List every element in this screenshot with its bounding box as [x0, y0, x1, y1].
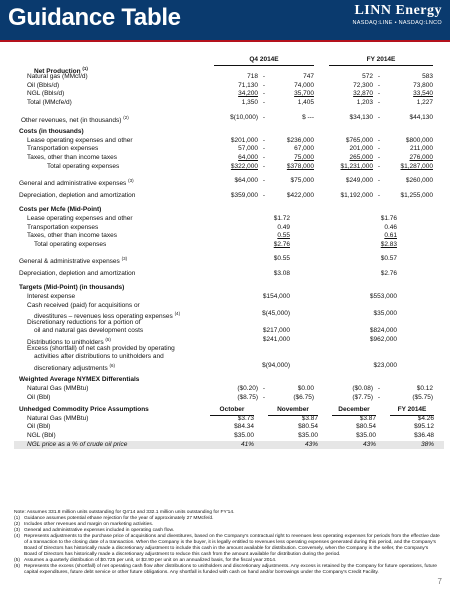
- footnote-text: Assumes a quarterly distribution of $0.725 per unit, or $2.90 per unit on an annualized basis, for the fiscal year 2014.: [24, 558, 277, 563]
- fy-low-value: 72,300: [353, 81, 373, 89]
- table-row: [14, 215, 444, 224]
- fy-low-value: $1,231,000: [340, 162, 373, 170]
- price-value: $80.54: [356, 423, 376, 431]
- row-label: Oil (Bbls/d): [27, 81, 60, 89]
- price-value: $35.00: [356, 431, 376, 439]
- fy-column-header: FY 2014E: [329, 56, 433, 66]
- table-row: [14, 73, 444, 82]
- table-row: [14, 154, 444, 163]
- q4-value: $2.76: [273, 240, 290, 248]
- costs-heading: Costs (in thousands): [19, 128, 84, 136]
- row-label: Taxes, other than income taxes: [27, 232, 117, 240]
- fy-low-value: 32,870: [353, 90, 373, 98]
- ga-per-mcfe-row: General & administrative expenses $^{(3)}$ $0.55 $0.57: [19, 255, 397, 266]
- range-dash: -: [262, 393, 266, 401]
- company-logo: [346, 3, 442, 37]
- price-value: $95.12: [414, 423, 434, 431]
- q4-low-value: 64,000: [238, 153, 258, 161]
- range-dash: -: [262, 136, 266, 144]
- cash-acquisitions-row-1: Cash received (paid) for acquisitions or: [27, 301, 140, 309]
- price-value: $35.00: [234, 431, 254, 439]
- range-dash: -: [377, 136, 381, 144]
- fy-value: $2.83: [380, 240, 397, 248]
- range-dash: -: [262, 81, 266, 89]
- fy-low-value: ($7.75): [352, 393, 373, 401]
- fy-value: 0.46: [384, 223, 397, 231]
- footnote-text: Represents the excess (shortfall) of net operating cash flow after distributions to unitholders and discretionary adjustments. Any excess is retained by the Company for future operations, future capital expenditures, future debt service or other future obligations. Any shortfall is funded with cash on hand and/or borrowings under the Company's Credit Facility.: [24, 564, 437, 575]
- q4-low-value: $201,000: [230, 136, 258, 144]
- logo-tickers: NASDAQ:LINE • NASDAQ:LNCO: [352, 20, 442, 26]
- q4-value: $1.72: [273, 214, 290, 222]
- interest-expense-row: Interest expense $154,000 $553,000: [27, 293, 397, 301]
- price-value: $80.54: [298, 423, 318, 431]
- q4-high-value: 75,000: [294, 153, 314, 161]
- footnote-intro: Note: Assumes 331.8 million units outstanding for Q4'14 and 332.1 million units outstanding for FY'14.: [14, 510, 235, 515]
- row-label: Taxes, other than income taxes: [27, 153, 117, 161]
- excess-row-1: Excess (shortfall) of net cash provided by operating: [27, 344, 175, 352]
- fy-high-value: 276,000: [409, 153, 433, 161]
- range-dash: -: [262, 145, 266, 153]
- footnote-text: Represents adjustments to the purchase price of acquisitions and divestitures, based on the Company's contractual right to revenues less operating expenses for periods from the effective date of a transaction to the closing date of a transaction. When the Company is the buyer, it is legally entitled to revenues less operating expenses generated during this period, and the Company's Board of Directors has historically made a discretionary adjustment to include this cash in the amount available for distribution. Conversely, when the Company is the seller, the Company's Board of Directors has historically made a discretionary adjustment to reduce this cash from the amount available for distribution during the period.: [24, 534, 440, 557]
- footnote-number: (6): [14, 564, 20, 569]
- range-dash: -: [262, 73, 266, 81]
- excess-row-3: discretionary adjustments $^{(6)}$ $(94,000) $23,000: [34, 361, 397, 372]
- table-row: [14, 423, 444, 432]
- fy-high-value: 73,800: [413, 81, 433, 89]
- q4-value: 0.49: [277, 223, 290, 231]
- page-title: Guidance Table: [8, 4, 181, 31]
- net-production-heading: Net Production $^{(1)}$: [34, 65, 88, 75]
- price-value: $35.00: [298, 431, 318, 439]
- footnote-number: (2): [14, 522, 20, 527]
- table-row: [14, 241, 444, 250]
- fy-high-value: ($5.75): [412, 393, 433, 401]
- footnote: [14, 534, 442, 558]
- fy-high-value: 33,540: [413, 90, 433, 98]
- table-row: [14, 224, 444, 233]
- q4-high-value: 35,700: [294, 90, 314, 98]
- row-label: NGL (Bbls/d): [27, 90, 65, 98]
- range-dash: -: [262, 98, 266, 106]
- fy-high-value: 1,227: [416, 98, 433, 106]
- q4-high-value: 1,405: [297, 98, 314, 106]
- q4-low-value: 34,200: [238, 90, 258, 98]
- range-dash: -: [377, 90, 381, 98]
- q4-low-value: ($0.20): [237, 385, 258, 392]
- table-row: [14, 99, 444, 108]
- q4-high-value: 74,000: [294, 81, 314, 89]
- fy-high-value: $0.12: [416, 385, 433, 392]
- range-dash: -: [377, 162, 381, 170]
- q4-high-value: $236,000: [286, 136, 314, 144]
- distributions-row: Distributions to unitholders $^{(5)}$ $241,000 $962,000: [27, 336, 397, 347]
- footnote-number: (1): [14, 516, 20, 521]
- q4-low-value: ($8.75): [237, 393, 258, 401]
- range-dash: -: [377, 385, 381, 392]
- other-revenues-row: Other revenues, net (in thousands) $^{(2)}$ $(10,000) - $ --- $34,130 - $44,130: [21, 113, 433, 124]
- discretionary-row-2: oil and natural gas development costs $217,000 $824,000: [34, 327, 397, 335]
- dda-per-mcfe-row: Depreciation, depletion and amortization $3.08 $2.76: [19, 269, 397, 277]
- dda-row: Depreciation, depletion and amortization $359,000 - $422,000 $1,192,000 - $1,255,000: [19, 191, 433, 199]
- fy-high-value: 211,000: [409, 145, 433, 153]
- footnote-text: General and administrative expenses included in operating cash flow.: [24, 528, 175, 533]
- fy-low-value: 201,000: [349, 145, 373, 153]
- fy-high-value: 583: [422, 73, 433, 81]
- row-label: Lease operating expenses and other: [27, 214, 133, 222]
- table-row: [14, 145, 444, 154]
- table-row: [14, 137, 444, 146]
- footnotes: [14, 510, 442, 576]
- fy-high-value: $1,287,000: [400, 162, 433, 170]
- q4-low-value: 57,000: [238, 145, 258, 153]
- range-dash: -: [377, 393, 381, 401]
- discretionary-row-1: Discretionary reductions for a portion of: [27, 318, 141, 326]
- ngl-pct-row: NGL price as a % of crude oil price 41% 43% 43% 38%: [14, 441, 444, 450]
- price-value: $4.26: [417, 414, 434, 422]
- q4-high-value: $0.00: [297, 385, 314, 392]
- footnote-number: (5): [14, 558, 20, 563]
- table-row: [14, 82, 444, 91]
- costs-per-mcfe-heading: Costs per Mcfe (Mid-Point): [19, 206, 102, 214]
- table-row: [14, 163, 444, 172]
- range-dash: -: [377, 153, 381, 161]
- row-label: NGL (Bbl): [27, 431, 56, 439]
- row-label: Transportation expenses: [27, 223, 99, 231]
- range-dash: -: [377, 73, 381, 81]
- range-dash: -: [377, 98, 381, 106]
- price-value: $36.48: [414, 431, 434, 439]
- fy-low-value: $765,000: [345, 136, 373, 144]
- fy-low-value: ($0.08): [352, 385, 373, 392]
- price-value: $3.73: [237, 414, 254, 422]
- q4-high-value: $378,000: [286, 162, 314, 170]
- fy-low-value: 572: [362, 73, 373, 81]
- q4-high-value: 67,000: [294, 145, 314, 153]
- column-header-row: [14, 56, 444, 65]
- q4-high-value: ($6.75): [293, 393, 314, 401]
- row-label: Natural Gas (MMBtu): [27, 414, 89, 422]
- ga-row: General and administrative expenses $^{(3)}$ $64,000 - $75,000 $249,000 - $260,000: [19, 177, 433, 188]
- q4-low-value: 71,130: [238, 81, 258, 89]
- row-label: Natural Gas (MMBtu): [27, 385, 89, 392]
- cash-acquisitions-row-2: divestitures – revenues less operating expenses $^{(4)}$ $(45,000) $35,000: [34, 310, 397, 321]
- unhedged-header-row: Unhedged Commodity Price Assumptions October November December FY 2014E: [14, 406, 444, 415]
- price-value: $84.34: [234, 423, 254, 431]
- footnote-text: Includes other revenues and margin on marketing activities.: [24, 522, 154, 527]
- fy-high-value: $800,000: [405, 136, 433, 144]
- row-label: Oil (Bbl): [27, 393, 51, 401]
- fy-low-value: 1,203: [356, 98, 373, 106]
- row-label: Oil (Bbl): [27, 423, 51, 431]
- table-row: [14, 90, 444, 99]
- fy-low-value: 265,000: [349, 153, 373, 161]
- logo-wordmark: LINN Energy: [354, 3, 442, 18]
- footnote: [14, 564, 442, 576]
- table-row: [14, 394, 444, 403]
- price-value: $3.87: [301, 414, 318, 422]
- row-label: Total operating expenses: [47, 162, 120, 170]
- price-value: $3.87: [359, 414, 376, 422]
- footnote-number: (4): [14, 534, 20, 539]
- nymex-heading: Weighted Average NYMEX Differentials: [19, 376, 140, 384]
- range-dash: -: [262, 162, 266, 170]
- targets-heading: Targets (Mid-Point) (in thousands): [19, 284, 125, 292]
- guidance-table: [14, 56, 444, 449]
- q4-value: 0.55: [277, 232, 290, 240]
- row-label: Total (MMcfe/d): [27, 98, 72, 106]
- row-label: Total operating expenses: [34, 240, 107, 248]
- table-row: [14, 415, 444, 424]
- range-dash: -: [262, 90, 266, 98]
- q4-column-header: Q4 2014E: [214, 56, 314, 66]
- range-dash: -: [262, 385, 266, 392]
- table-row: [14, 232, 444, 241]
- range-dash: -: [377, 145, 381, 153]
- range-dash: -: [262, 153, 266, 161]
- q4-low-value: 718: [247, 73, 258, 81]
- title-bar: [0, 0, 450, 40]
- table-row: [14, 432, 444, 441]
- header-accent-line: [0, 40, 450, 42]
- row-label: Transportation expenses: [27, 145, 99, 153]
- page-number: 7: [437, 577, 442, 586]
- fy-value: 0.61: [384, 232, 397, 240]
- excess-row-2: activities after distributions to unitholders and: [34, 353, 164, 361]
- q4-high-value: 747: [303, 73, 314, 81]
- row-label: Lease operating expenses and other: [27, 136, 133, 144]
- footnote-text: Guidance assumes potential ethane rejection for the year of approximately 27 MMcfe/d.: [24, 516, 214, 521]
- footnote-number: (3): [14, 528, 20, 533]
- fy-value: $1.76: [380, 214, 397, 222]
- q4-low-value: 1,350: [241, 98, 258, 106]
- range-dash: -: [377, 81, 381, 89]
- table-row: [14, 385, 444, 394]
- q4-low-value: $322,000: [230, 162, 258, 170]
- row-label: Natural gas (MMcf/d): [27, 73, 88, 81]
